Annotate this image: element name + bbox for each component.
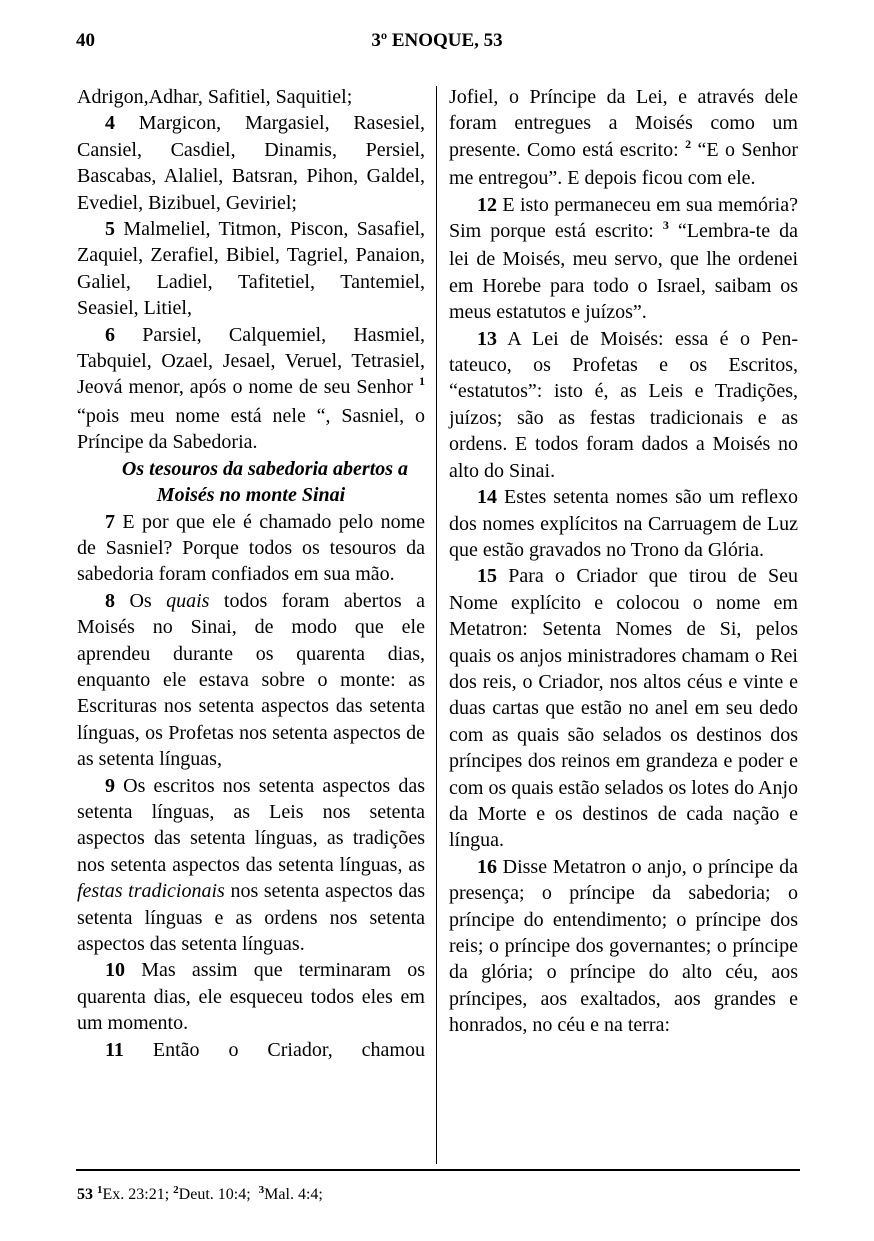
paragraph-16	[449, 854, 798, 1039]
verse-number: 5	[105, 218, 115, 241]
verse-number: 6	[105, 323, 115, 346]
verse-number: 12	[477, 193, 497, 216]
paragraph-text: Para o Criador que tirou de Seu Nome explícito e colocou o nome em Metatron: Setenta Nomes de Si, pelos quais os anjos ministradores chamam o Rei dos reis, o Criador, nos altos céus e vinte e duas cartas que estão no anel em seu dedo com as quais são selados os destinos dos príncipes dos reinos em grandeza e poder e com os quais estão selados os lotes do Anjo da Morte e os destinos de cada nação e língua.	[449, 565, 798, 852]
paragraph-5	[77, 216, 425, 322]
paragraph-text: Os	[115, 589, 167, 612]
paragraph-text: Parsiel, Calquemiel, Hasmiel, Tabquiel, Ozael, Jesael, Veruel, Tetrasiel, Jeová menor, após o nome de seu Senhor	[77, 323, 425, 399]
paragraph-text: Então o Criador, chamou	[123, 1038, 425, 1061]
footnote-marker: 3	[662, 218, 669, 233]
footnotes	[77, 1186, 323, 1204]
section-heading-line: Moisés no monte Sinai	[156, 484, 346, 507]
footnote-number: 3	[258, 1184, 265, 1196]
paragraph-text: A Lei de Moisés: essa é o Pentateuco, os Profetas e os Escritos, “estatutos”: isto é, as Leis e Tradições, juízos; são as festas tradicionais e as ordens. E todos foram dados a Moisés no alto do Sinai.	[449, 327, 798, 482]
verse-number: 15	[477, 565, 497, 588]
footnote-reference: Mal. 4:4;	[264, 1186, 323, 1203]
paragraph-13	[449, 326, 798, 484]
verse-number: 16	[477, 855, 497, 878]
section-heading	[77, 456, 425, 509]
verse-number: 11	[105, 1038, 124, 1061]
footnote-reference: Ex. 23:21;	[102, 1186, 170, 1203]
running-header: 3º ENOQUE, 53	[371, 30, 503, 51]
paragraph-text: Malmeliel, Titmon, Piscon, Sasafiel, Zaquiel, Zerafiel, Bibiel, Tagriel, Panaion, Galiel, Ladiel, Tafitetiel, Tantemiel, Seasiel, Litiel,	[77, 218, 425, 320]
footnote-marker: 1	[419, 374, 425, 389]
paragraph-text: Os escritos nos setenta aspectos das setenta línguas, as Leis nos setenta aspectos das setenta línguas, as tradições nos setenta aspectos das setenta línguas, as	[77, 774, 425, 876]
italic-text: quais	[166, 589, 210, 612]
footnote-marker: 2	[685, 136, 692, 151]
footnote-number: 1	[97, 1184, 103, 1196]
paragraph-11	[77, 1037, 425, 1063]
paragraph-text: “Lembra-te da lei de Moisés, meu servo, que lhe ordenei em Horebe para todo o Israel, saibam os meus estatutos e juízos”.	[449, 220, 798, 324]
page-number: 40	[76, 30, 95, 51]
paragraph-text: E isto permaneceu em sua memória? Sim porque está escrito:	[449, 193, 798, 243]
paragraph-6	[77, 322, 425, 456]
column-divider	[436, 86, 437, 1164]
paragraph-text: Estes setenta nomes são um reflexo dos nomes explícitos na Carruagem de Luz que estão gravados no Trono da Glória.	[449, 486, 798, 561]
footnote-number: 2	[173, 1184, 179, 1196]
paragraph-text: “pois meu nome está nele “, Sasniel, o Príncipe da Sabedoria.	[77, 404, 425, 454]
paragraph-text: Disse Metatron o anjo, o príncipe da presença; o príncipe da sabedoria; o príncipe do entendimento; o príncipe dos reis; o príncipe dos governantes; o príncipe da glória; o príncipe do alto céu, aos príncipes, aos exaltados, aos grandes e honrados, no céu e na terra:	[449, 855, 798, 1037]
paragraph-3-end	[77, 84, 425, 110]
paragraph-text: Margicon, Margasiel, Rasesiel, Cansiel, Casdiel, Dinamis, Persiel, Bascabas, Alaliel, Batsran, Pihon, Galdel, Evediel, Bizibuel, Geviriel;	[77, 112, 425, 214]
verse-number: 7	[105, 510, 115, 533]
paragraph-text: Mas assim que terminaram os quarenta dias, ele esqueceu todos eles em um momento.	[77, 959, 425, 1035]
paragraph-text: E por que ele é chamado pelo nome de Sasniel? Porque todos os tesouros da sabedoria foram confiados em sua mão.	[77, 510, 425, 586]
italic-text: festas tradicionais	[77, 880, 225, 903]
paragraph-text: “E o Senhor me entregou”. E depois ficou com ele.	[449, 138, 798, 190]
paragraph-12	[449, 192, 798, 326]
verse-number: 8	[105, 589, 115, 612]
verse-number: 10	[105, 959, 125, 982]
left-column	[77, 84, 425, 1063]
footnote-reference: Deut. 10:4;	[178, 1186, 251, 1203]
footnote-chapter: 53	[77, 1186, 93, 1203]
verse-number: 9	[105, 774, 115, 797]
paragraph-14	[449, 484, 798, 563]
section-heading-line: Os tesouros da sabedoria abertos a	[121, 457, 409, 480]
paragraph-text: todos foram abertos a Moisés no Sinai, de modo que ele aprendeu durante os quarenta dias, enquanto ele estava sobre o monte: as Escrituras nos setenta aspectos das setenta línguas, os Profetas nos setenta aspectos de as setenta línguas,	[77, 589, 425, 771]
paragraph-15	[449, 563, 798, 853]
paragraph-text: Adrigon,Adhar, Safitiel, Saquitiel;	[77, 86, 353, 108]
paragraph-4	[77, 110, 425, 216]
paragraph-11-continued	[449, 84, 798, 192]
verse-number: 13	[477, 327, 497, 350]
paragraph-7	[77, 509, 425, 588]
right-column	[449, 84, 798, 1039]
verse-number: 14	[477, 486, 497, 509]
paragraph-text: Jofiel, o Príncipe da Lei, e através dele foram entregues a Moisés como um presente. Como está escrito:	[449, 86, 798, 161]
paragraph-8	[77, 588, 425, 773]
paragraph-text: nos setenta aspectos das setenta línguas e as ordens nos setenta aspectos das setenta línguas.	[77, 880, 425, 955]
verse-number: 4	[105, 112, 115, 135]
footnote-rule	[76, 1169, 800, 1171]
paragraph-10	[77, 957, 425, 1036]
paragraph-9	[77, 773, 425, 958]
